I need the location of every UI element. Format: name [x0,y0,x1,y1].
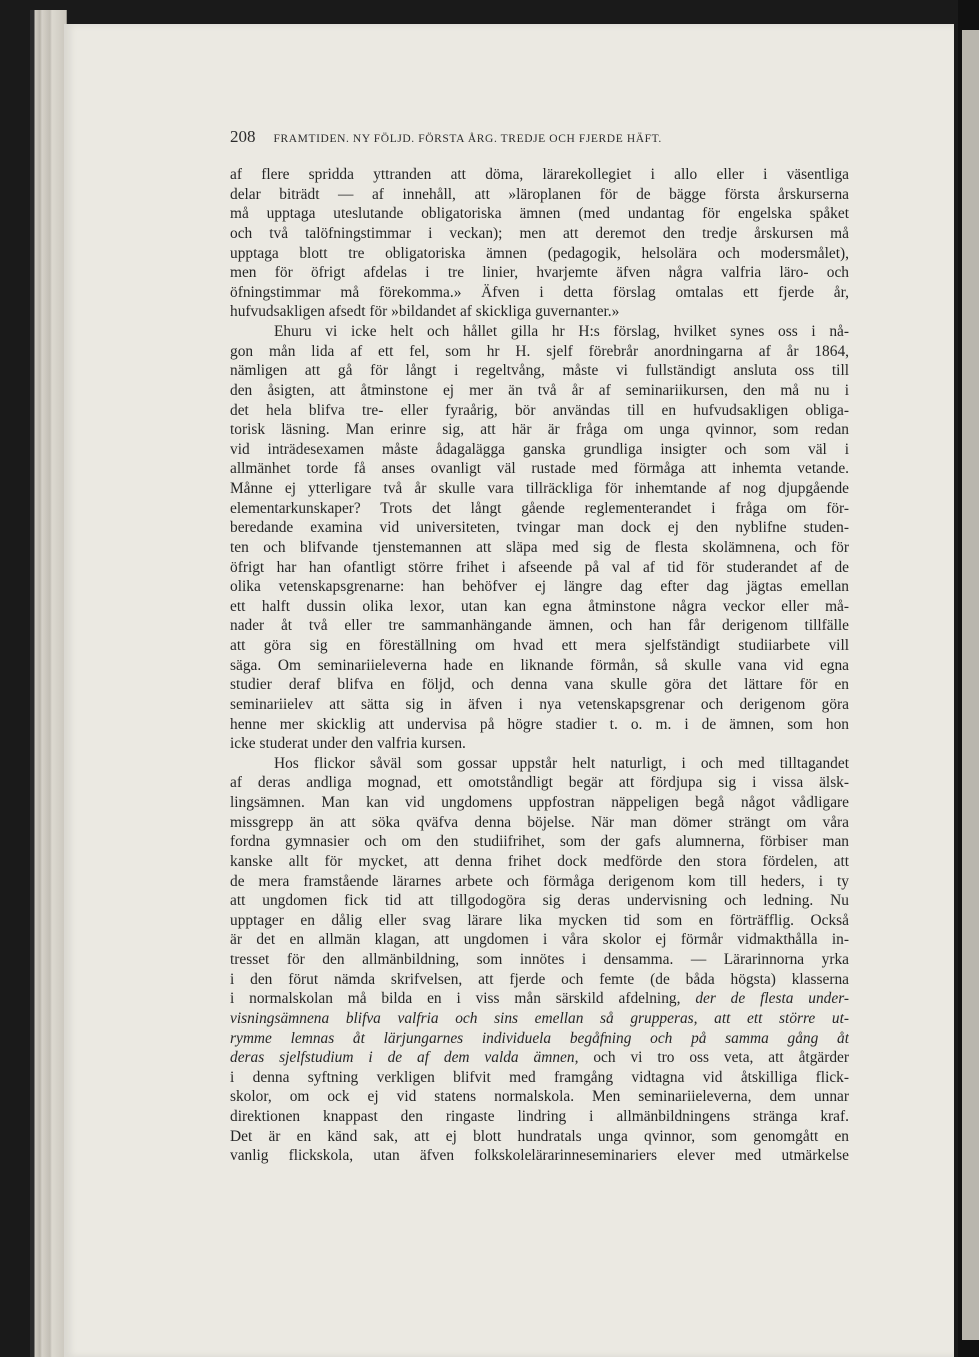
text-line: vanlig flickskola, utan äfven folkskolelärarinneseminariers elever med utmärkelse [230,1147,849,1165]
text-line: beredande examina vid universiteten, tvingar man dock ej den nyblifne studen- [230,519,849,537]
paragraph [230,754,849,1166]
text-line: hufvudsakligen afsedt för »bildandet af skickliga guvernanter.» [230,303,620,321]
text-line: att ungdomen fick tid att tillgodogöra sig deras undervisning och ledning. Nu [230,892,849,910]
text-line: i denna syftning verkligen blifvit med framgång vidtagna vid åtskilliga flick- [230,1068,849,1086]
text-line: studier deraf blifva en följd, och denna vana skulle göra det lättare för en [230,676,849,694]
paragraph [230,322,849,754]
running-header [230,127,850,147]
facing-page-edge [962,30,979,1340]
text-line: fordna gymnasier och om den studiifrihet, som der gafs alumnerna, förbiser man [230,833,849,851]
text-line: ett halft dussin olika lexor, utan kan egna åtminstone några veckor eller må- [230,597,849,615]
text-segment: och vi tro oss veta, att åtgärder [578,1049,849,1067]
text-line: henne mer skicklig att undervisa på högre stadier t. o. m. i de ämnen, som hon [230,715,849,733]
text-line: olika vetenskapsgrenarne: han behöfver ej längre dag efter dag jägtas emellan [230,578,849,596]
text-line: upptaga blott tre obligatoriska ämnen (pedagogik, helsolära och modersmålet), [230,244,849,262]
text-line: säga. Om seminariieleverna hade en liknande förmån, så skulle vana vid egna [230,656,849,674]
paragraph [230,165,849,322]
body-text [230,165,849,1166]
text-line: icke studerat under den valfria kursen. [230,735,466,753]
text-line: kanske allt för mycket, att denna frihet dock medförde den stora fördelen, att [230,852,849,870]
text-line: seminariielev att sätta sig in äfven i nya vetenskapsgrenar och derigenom göra [230,695,849,713]
text-line: upptager en dålig eller svag lärare lika mycken tid som en förträfflig. Också [230,911,849,929]
text-segment: i normalskolan må bilda en i viss mån särskild afdelning, [230,990,696,1008]
text-line: direktionen knappast den ringaste lindring i allmänbildningens stränga kraf. [230,1108,849,1125]
text-line: allmänhet torde få anses ovanligt väl rustade med förmåga att inhemta vetande. [230,460,849,478]
page-edge-stack [30,10,67,1357]
italic-text: der de flesta under- [695,990,849,1008]
text-line: af deras andliga mognad, ett omotståndligt begär att fördjupa sig i vissa älsk- [230,774,849,792]
text-line: och två talöfningstimmar i veckan); men att deremot den tredje årskursen må [230,224,849,242]
text-line: den åsigten, att åtminstone ej mer än två år af seminariikursen, den må nu i [230,381,849,399]
text-line: Ehuru vi icke helt och hållet gilla hr H:s förslag, hvilket synes oss i nå- [274,323,849,340]
text-line: ten och blifvande tjenstemannen att släpa med sig de flesta skolämnena, och för [230,538,849,556]
text-line [230,989,849,1009]
italic-text: visningsämnena blifva valfria och sins emellan så grupperas, att ett större ut- [230,1009,849,1027]
text-line [230,1029,849,1049]
text-line [230,1048,849,1068]
text-line: må upptaga uteslutande obligatoriska ämnen (med undantag för engelska spåket [230,205,849,223]
text-line: att göra sig en föreställning om hvad ett mera sjelfständigt studiiarbete vill [230,637,849,654]
page-number: 208 [230,127,256,146]
text-line: Det är en känd sak, att ej blott hundratals unga qvinnor, som genomgått en [230,1127,849,1145]
text-line: skolor, om ock ej vid statens normalskola. Men seminariieleverna, dem unnar [230,1088,849,1106]
text-line: men för öfrigt afdelas i tre linier, hvarjemte äfven några valfria läro- och [230,264,849,282]
italic-text: deras sjelfstudium i de af dem valda ämnen, [230,1049,579,1067]
text-line: delar biträdt — af innehåll, att »läroplanen för de bägge första årskurserna [230,185,849,203]
text-line: elementarkunskaper? Trots det långt gående reglementerandet i fråga om för- [230,499,849,517]
text-line: tresset för den allmänbildning, som innötes i densamma. — Lärarinnorna yrka [230,951,849,968]
text-line: missgrepp än att söka qväfva denna böjelse. När man dömer strängt om våra [230,813,849,831]
text-line: Månne ej ytterligare två år skulle vara tillräckliga för inhemtande af nog djupgående [230,480,849,497]
running-title: FRAMTIDEN. NY FÖLJD. FÖRSTA ÅRG. TREDJE OCH FJERDE HÄFT. [273,133,662,145]
text-line: öfningstimmar må förekomma.» Äfven i detta förslag omtalas ett fjerde år, [230,283,849,301]
text-line: öfrigt har han ofantligt större frihet i afseende på val af tid för studerandet af de [230,558,849,576]
text-line: Hos flickor såväl som gossar uppstår helt naturligt, i och med tilltagandet [274,754,849,772]
text-line: i den förut nämda skrifvelsen, att fjerde och femte (de båda högsta) klasserna [230,970,849,988]
text-line: de mera framstående lärarnes arbete och förmåga derigenom kom till heders, i ty [230,872,849,890]
text-line [230,1009,849,1029]
italic-text: rymme lemnas åt lärjungarnes individuela begåfning och på samma gång åt [230,1029,849,1047]
text-line: torisk läsning. Man erinre sig, att här är fråga om unga qvinnor, som redan [230,421,849,439]
text-line: det hela blifva tre- eller fyraårig, bör användas till en hufvudsakligen obliga- [230,401,849,419]
text-line: gon mån lida af ett fel, som hr H. sjelf förebrår anordningarna af år 1864, [230,342,849,360]
text-line: af flere spridda yttranden att döma, lärarekollegiet i allo eller i väsentliga [230,166,849,183]
text-line: lingsämnen. Man kan vid ungdomens uppfostran näppeligen begå något vådligare [230,794,849,811]
text-line: vid inträdesexamen måste ådagalägga ganska grundliga insigter och som väl i [230,440,849,458]
text-line: nämligen att gå för långt i regeltvång, måste vi fullständigt ansluta oss till [230,362,849,380]
text-line: är det en allmän klagan, att ungdomen i våra skolor ej förmår vidmakthålla in- [230,931,849,949]
text-line: nader åt två eller tre sammanhängande ämnen, och han får derigenom tillfälle [230,617,849,635]
